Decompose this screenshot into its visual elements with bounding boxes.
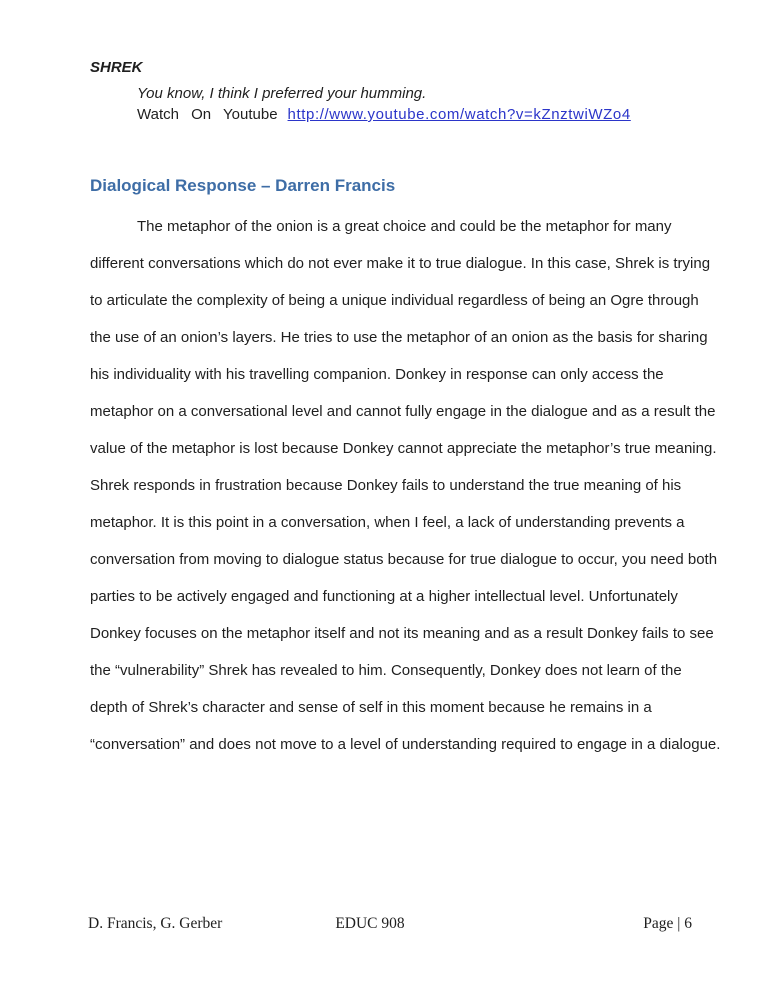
paragraph-line: metaphor on a conversational level and cannot fully engage in the dialogue and as a result the (90, 403, 716, 420)
paragraph-line: metaphor. It is this point in a conversation, when I feel, a lack of understanding prevents a (90, 514, 685, 531)
watch-line (137, 105, 690, 125)
script-excerpt (0, 58, 690, 125)
paragraph-line: depth of Shrek’s character and sense of self in this moment because he remains in a (90, 699, 652, 716)
paragraph-line: different conversations which do not ever make it to true dialogue. In this case, Shrek is trying (90, 255, 711, 272)
dialogue-quote: You know, I think I preferred your humming. (137, 85, 427, 102)
paragraph-line: “conversation” and does not move to a level of understanding required to engage in a dialogue. (90, 736, 721, 753)
page-footer (88, 915, 692, 933)
paragraph-line: his individuality with his travelling companion. Donkey in response can only access the (90, 366, 664, 383)
character-name: SHREK (90, 59, 143, 76)
section-heading: Dialogical Response – Darren Francis (90, 176, 396, 195)
paragraph-line: parties to be actively engaged and functioning at a higher intellectual level. Unfortunately (90, 588, 678, 605)
paragraph-line: the use of an onion’s layers. He tries to use the metaphor of an onion as the basis for sharing (90, 329, 708, 346)
paragraph-line: the “vulnerability” Shrek has revealed to him. Consequently, Donkey does not learn of the (90, 662, 682, 679)
paragraph-line: to articulate the complexity of being a unique individual regardless of being an Ogre through (90, 292, 699, 309)
paragraph-line: value of the metaphor is lost because Donkey cannot appreciate the metaphor’s true meaning. (90, 440, 717, 457)
footer-authors: D. Francis, G. Gerber (88, 915, 223, 932)
youtube-link[interactable]: http://www.youtube.com/watch?v=kZnztwiWZo4 (287, 106, 631, 123)
footer-page-number: Page | 6 (643, 915, 692, 932)
paragraph-line: Shrek responds in frustration because Donkey fails to understand the true meaning of his (90, 477, 682, 494)
paragraph-line: Donkey focuses on the metaphor itself and not its meaning and as a result Donkey fails to see (90, 625, 714, 642)
paragraph-line: conversation from moving to dialogue status because for true dialogue to occur, you need both (90, 551, 718, 568)
paragraph-line: The metaphor of the onion is a great choice and could be the metaphor for many (137, 218, 672, 235)
body-paragraph (90, 208, 721, 763)
watch-on-youtube-label: Watch On Youtube (137, 106, 278, 123)
footer-course-code: EDUC 908 (335, 915, 405, 932)
